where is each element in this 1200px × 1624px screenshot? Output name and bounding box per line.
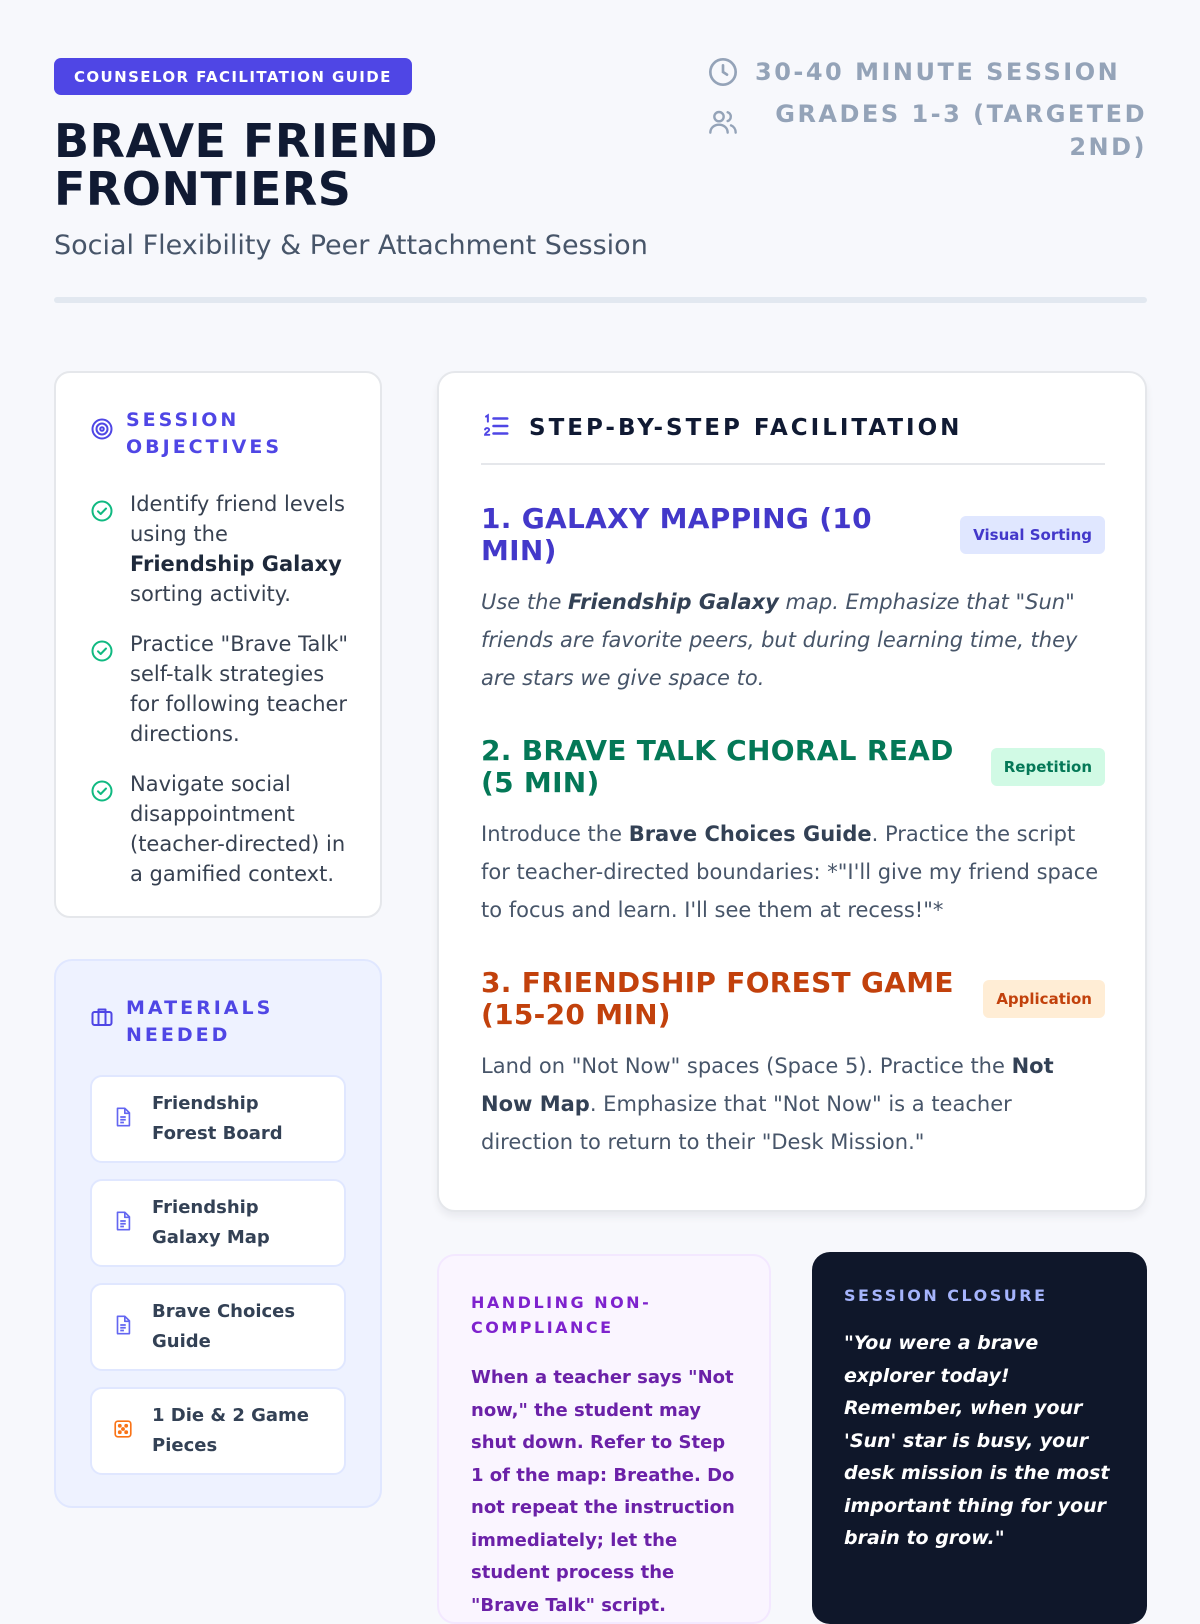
step-description: [481, 1047, 1105, 1161]
objective-item: [90, 769, 350, 889]
document-icon: [112, 1314, 152, 1340]
session-length: 30-40 MINUTE SESSION: [755, 58, 1121, 86]
material-item: [90, 1387, 346, 1475]
users-icon: [707, 98, 747, 142]
emphasis-text: Brave Choices Guide: [628, 822, 872, 846]
step-description: [481, 815, 1105, 929]
emphasis-text: Not Now Map: [481, 1054, 1054, 1116]
body-text: . Practice the script for teacher-directed boundaries: *"I'll give my friend space to focus and learn. I'll see them at recess!"*: [481, 822, 1099, 922]
steps-list: [481, 503, 1105, 1161]
facilitation-header: [481, 411, 1105, 465]
closure-card: [812, 1252, 1147, 1624]
objective-item: [90, 489, 350, 609]
material-item: [90, 1075, 346, 1163]
step-tag: Application: [983, 980, 1105, 1018]
check-circle-icon: [90, 629, 130, 667]
non-compliance-card: [437, 1254, 771, 1624]
closure-heading: SESSION CLOSURE: [844, 1286, 1048, 1305]
step-title: 2. BRAVE TALK CHORAL READ (5 MIN): [481, 734, 954, 799]
objectives-heading: SESSION OBJECTIVES: [126, 409, 283, 458]
objective-item: [90, 629, 350, 749]
materials-heading: MATERIALS NEEDED: [126, 997, 274, 1046]
body-text: Use the: [481, 590, 569, 614]
step-title: 3. FRIENDSHIP FOREST GAME (15-20 MIN): [481, 966, 954, 1031]
check-circle-icon: [90, 769, 130, 807]
emphasis-text: Friendship Galaxy: [568, 590, 779, 614]
material-label: 1 Die & 2 Game Pieces: [152, 1405, 310, 1456]
header: [54, 58, 1147, 261]
step-title: 1. GALAXY MAPPING (10 MIN): [481, 502, 872, 567]
step-header: [481, 967, 1105, 1031]
body-text: map. Emphasize that "Sun" friends are favorite peers, but during learning time, they are stars we give space to.: [481, 590, 1078, 690]
session-meta: [707, 56, 1147, 164]
numbered-list-icon: [481, 411, 529, 445]
body-text: sorting activity.: [130, 582, 291, 606]
document-icon: [112, 1106, 152, 1132]
materials-card: [54, 959, 382, 1508]
step-item: [481, 967, 1105, 1161]
facilitation-card: [437, 371, 1147, 1212]
objective-text: [130, 489, 350, 609]
guide-badge: COUNSELOR FACILITATION GUIDE: [54, 58, 412, 95]
material-label: Brave Choices Guide: [152, 1301, 296, 1352]
objectives-list: [90, 489, 350, 889]
objective-text: [130, 629, 350, 749]
document-icon: [112, 1210, 152, 1236]
body-text: Land on "Not Now" spaces (Space 5). Practice the: [481, 1054, 1012, 1078]
material-label: Friendship Forest Board: [152, 1093, 283, 1144]
clock-icon: [707, 56, 747, 92]
grades-row: [707, 98, 1147, 164]
step-tag: Repetition: [991, 748, 1105, 786]
material-item: [90, 1179, 346, 1267]
facilitation-heading: STEP-BY-STEP FACILITATION: [529, 415, 963, 441]
step-header: [481, 735, 1105, 799]
body-text: Navigate social disappointment (teacher-directed) in a gamified context.: [130, 772, 346, 886]
body-text: Introduce the: [481, 822, 629, 846]
materials-list: [90, 1075, 346, 1475]
objective-text: [130, 769, 350, 889]
page-title: BRAVE FRIEND FRONTIERS: [54, 114, 439, 216]
closure-body: "You were a brave explorer today! Remember, when your 'Sun' star is busy, your desk mission is the most important thing for your brain to grow.": [844, 1332, 1110, 1549]
objectives-card: [54, 371, 382, 918]
material-label: Friendship Galaxy Map: [152, 1197, 270, 1248]
step-item: [481, 735, 1105, 929]
grades: GRADES 1-3 (TARGETED 2ND): [775, 100, 1147, 161]
body-text: . Emphasize that "Not Now" is a teacher direction to return to their "Desk Mission.": [481, 1092, 1012, 1154]
check-circle-icon: [90, 489, 130, 527]
target-icon: [90, 407, 126, 445]
non-compliance-body: When a teacher says "Not now," the student may shut down. Refer to Step 1 of the map: Breathe. Do not repeat the instruction immediately; let the student process the "Brave Talk" script.: [471, 1367, 735, 1616]
briefcase-icon: [90, 995, 126, 1033]
step-tag: Visual Sorting: [960, 516, 1105, 554]
step-item: [481, 503, 1105, 697]
dice-icon: [112, 1418, 152, 1444]
body-text: Practice "Brave Talk" self-talk strategies for following teacher directions.: [130, 632, 349, 746]
material-item: [90, 1283, 346, 1371]
body-text: Identify friend levels using the: [130, 492, 345, 546]
step-header: [481, 503, 1105, 567]
objectives-header: [90, 407, 350, 461]
page-subtitle: Social Flexibility & Peer Attachment Session: [54, 230, 648, 261]
materials-header: [90, 995, 346, 1049]
step-description: [481, 583, 1105, 697]
header-divider: [54, 297, 1147, 303]
emphasis-text: Friendship Galaxy: [130, 552, 342, 576]
non-compliance-heading: HANDLING NON-COMPLIANCE: [471, 1293, 652, 1337]
session-length-row: [707, 56, 1147, 92]
